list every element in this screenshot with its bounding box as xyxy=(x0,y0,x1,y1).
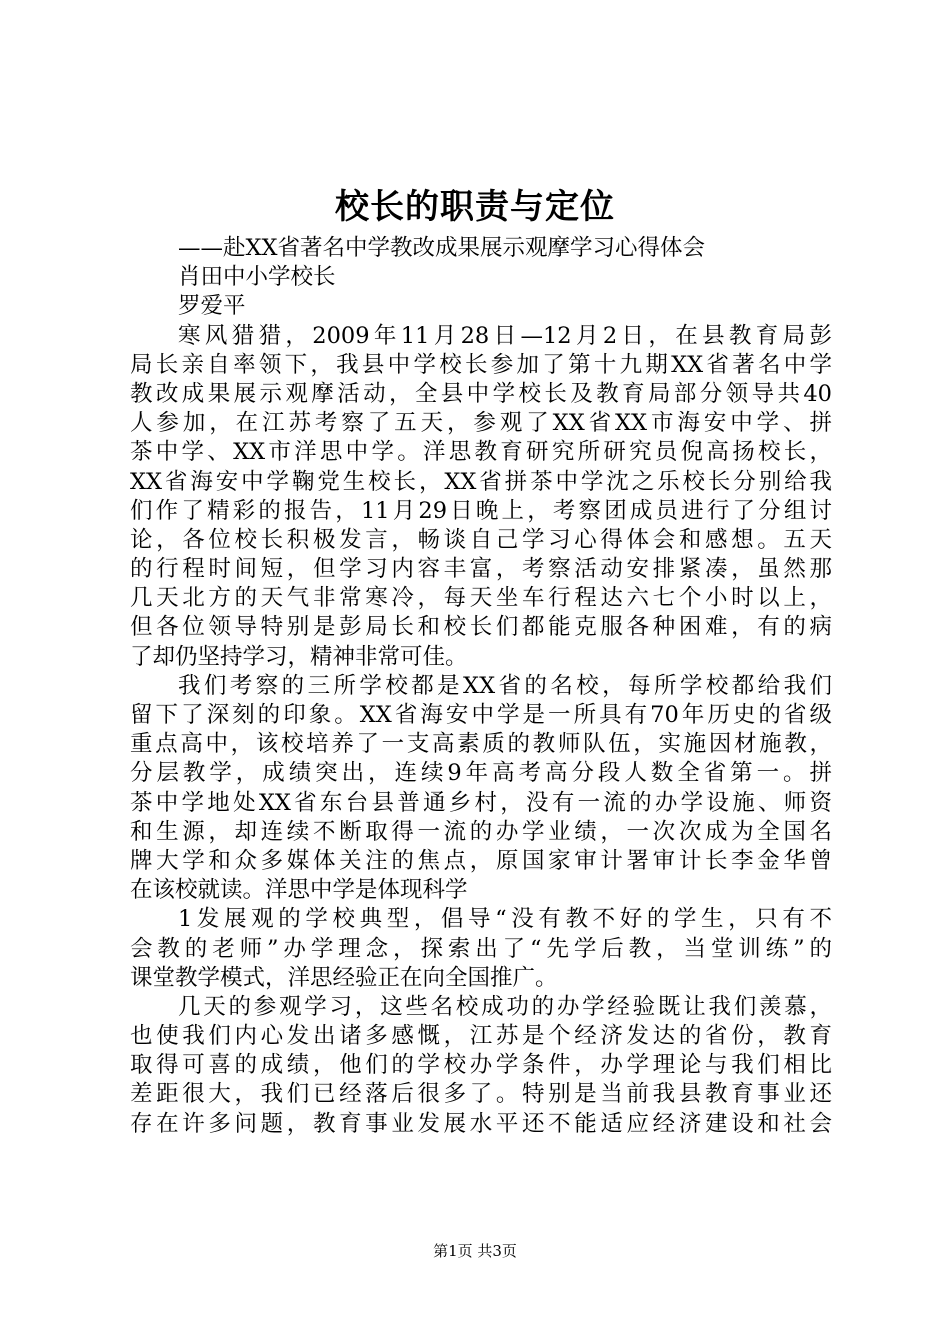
text-line: 人参加，在江苏考察了五天，参观了XX省XX市海安中学、拼 xyxy=(130,410,832,437)
author-name: 罗爱平 xyxy=(178,293,246,320)
document-subtitle: ——赴XX省著名中学教改成果展示观摩学习心得体会 xyxy=(178,235,706,261)
text-line: 们作了精彩的报告，11月29日晚上，考察团成员进行了分组讨 xyxy=(130,497,832,524)
text-line: 牌大学和众多媒体关注的焦点，原国家审计署审计长李金华曾 xyxy=(130,847,832,874)
text-line: 几天的参观学习，这些名校成功的办学经验既让我们羡慕， xyxy=(178,993,832,1020)
document-body xyxy=(130,234,832,1139)
text-line: 的行程时间短，但学习内容丰富，考察活动安排紧凑，虽然那 xyxy=(130,556,832,583)
text-line: 论，各位校长积极发言，畅谈自己学习心得体会和感想。五天 xyxy=(130,526,832,553)
text-line: 存在许多问题，教育事业发展水平还不能适应经济建设和社会 xyxy=(130,1110,832,1137)
text-line: 和生源，却连续不断取得一流的办学业绩，一次次成为全国名 xyxy=(130,818,832,845)
text-line: 但各位领导特别是彭局长和校长们都能克服各种困难，有的病 xyxy=(130,614,832,641)
text-line: 茶中学地处XX省东台县普通乡村，没有一流的办学设施、师资 xyxy=(130,789,832,816)
text-line: 留下了深刻的印象。XX省海安中学是一所具有70年历史的省级 xyxy=(130,702,832,728)
text-line: 也使我们内心发出诸多感慨，江苏是个经济发达的省份，教育 xyxy=(130,1023,832,1050)
text-line: 1发展观的学校典型，倡导“没有教不好的学生，只有不 xyxy=(178,906,832,933)
text-line: 重点高中，该校培养了一支高素质的教师队伍，实施因材施教， xyxy=(130,731,832,758)
text-line: 分层教学，成绩突出，连续9年高考高分段人数全省第一。拼 xyxy=(130,760,832,787)
text-line: 会教的老师”办学理念，探索出了“先学后教，当堂训练”的 xyxy=(130,935,832,962)
text-line: 教改成果展示观摩活动，全县中学校长及教育局部分领导共40 xyxy=(130,380,832,407)
text-line: 了却仍坚持学习，精神非常可佳。 xyxy=(130,643,468,670)
text-line: 茶中学、XX市洋思中学。洋思教育研究所研究员倪高扬校长， xyxy=(130,439,832,466)
text-line: 差距很大，我们已经落后很多了。特别是当前我县教育事业还 xyxy=(130,1081,832,1108)
text-line: 寒风猎猎，2009年11月28日—12月2日，在县教育局彭 xyxy=(178,322,832,349)
text-line: 课堂教学模式，洋思经验正在向全国推广。 xyxy=(130,964,558,991)
text-line: 在该校就读。洋思中学是体现科学 xyxy=(130,877,468,904)
page-number-footer: 第1页 共3页 xyxy=(433,1242,517,1260)
document-title: 校长的职责与定位 xyxy=(335,187,615,227)
text-line: 我们考察的三所学校都是XX省的名校，每所学校都给我们 xyxy=(178,672,832,699)
text-line: 取得可喜的成绩，他们的学校办学条件，办学理论与我们相比 xyxy=(130,1052,832,1079)
text-line: XX省海安中学鞠党生校长，XX省拼茶中学沈之乐校长分别给我 xyxy=(130,468,832,495)
text-line: 局长亲自率领下，我县中学校长参加了第十九期XX省著名中学 xyxy=(130,351,832,378)
text-line: 几天北方的天气非常寒冷，每天坐车行程达六七个小时以上， xyxy=(130,585,832,612)
author-school: 肖田中小学校长 xyxy=(178,264,336,291)
body-paragraphs xyxy=(130,322,832,1139)
